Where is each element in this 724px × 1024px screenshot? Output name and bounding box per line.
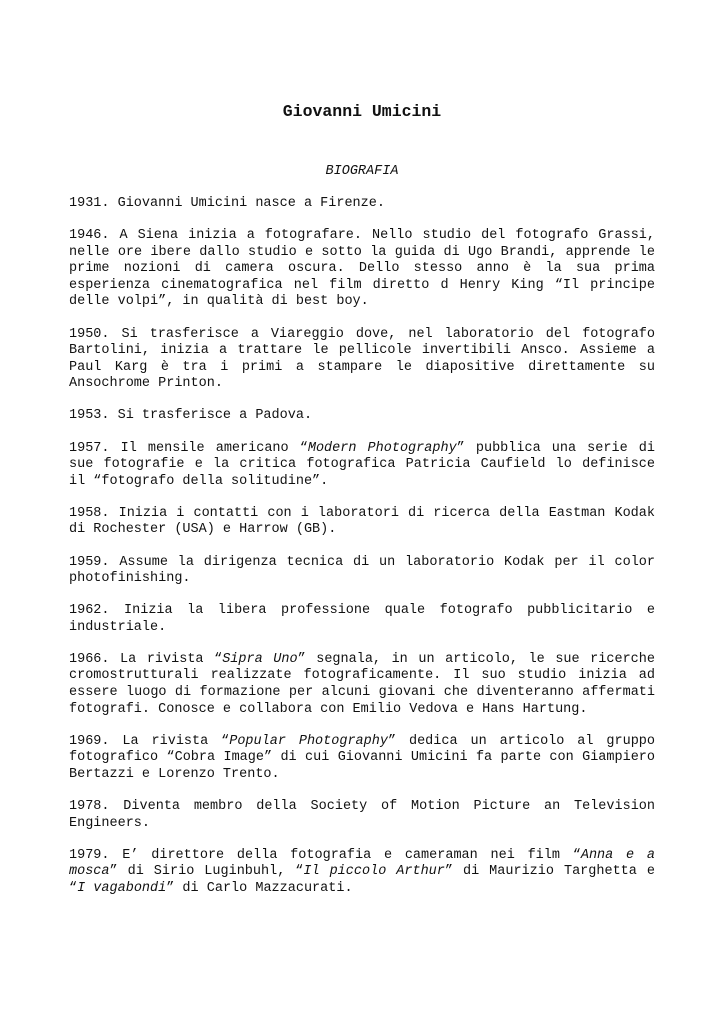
biography-entry-1931 — [69, 196, 655, 213]
entry-text: 1953. Si trasferisce a Padova. — [69, 408, 313, 424]
entry-text: ” dedica un articolo al gruppo fotografico “Cobra Image” di cui Giovanni Umicini fa parte con Giampiero Bertazzi e Lorenzo Trento. — [69, 733, 656, 782]
entry-text: 1978. Diventa membro della Society of Motion Picture an Television Engineers. — [69, 799, 655, 831]
entry-text: 1966. La rivista “ — [69, 651, 223, 667]
entry-italic-title: Il piccolo Arthur — [303, 864, 445, 880]
document-title: Giovanni Umicini — [282, 102, 442, 121]
entry-italic-title: Popular Photography — [229, 733, 388, 749]
entry-italic-title: Modern Photography — [307, 440, 457, 456]
entry-text: 1950. Si trasferisce a Viareggio dove, nel laboratorio del fotografo Bartolini, inizia a trattare le pellicole invertibili Ansco. Assieme a Paul Karg è tra i primi a stampare le diapositive direttamente su Ansochrome Printon. — [69, 326, 655, 392]
entry-italic-title: I vagabondi — [77, 880, 167, 896]
entry-italic-title: Anna e a mosca — [69, 847, 655, 880]
entry-text: ” di Maurizio Targhetta e “ — [69, 864, 655, 896]
biography-entry-1950 — [69, 327, 655, 393]
entry-text: 1969. La rivista “ — [69, 733, 230, 749]
biography-entry-1962 — [69, 603, 655, 636]
entry-text: 1979. E’ direttore della fotografia e cameraman nei film “ — [69, 847, 581, 863]
entry-text: ” di Carlo Mazzacurati. — [166, 880, 353, 896]
biography-entry-1958 — [69, 506, 655, 539]
biography-entry-1957 — [69, 441, 655, 491]
entry-text: ” pubblica una serie di sue fotografie e la critica fotografica Patricia Caufield lo definisce il “fotografo della solitudine”. — [69, 440, 655, 489]
entry-text: ” di Sirio Luginbuhl, “ — [109, 864, 304, 880]
entry-text: ” segnala, in un articolo, le sue ricerche cromostrutturali realizzate fotograficamente. Il suo studio inizia ad essere luogo di formazione per alcuni giovani che diventeranno affermati fotografi. Conosce e collabora con Emilio Vedova e Hans Hartung. — [69, 651, 655, 717]
biography-entry-1979 — [69, 848, 655, 898]
biography-entry-1946 — [69, 228, 655, 311]
biography-entry-1959 — [69, 555, 655, 588]
entry-italic-title: Sipra Uno — [222, 651, 298, 667]
biography-entry-1966 — [69, 652, 655, 718]
entry-text: 1958. Inizia i contatti con i laboratori di ricerca della Eastman Kodak di Rochester (USA) e Harrow (GB). — [69, 505, 655, 538]
section-heading: BIOGRAFIA — [325, 164, 399, 179]
entry-text: 1959. Assume la dirigenza tecnica di un laboratorio Kodak per il color photofinishing. — [69, 554, 655, 587]
biography-entry-1969 — [69, 734, 655, 784]
entry-text: 1962. Inizia la libera professione quale fotografo pubblicitario e industriale. — [69, 603, 655, 635]
biography-entries — [69, 196, 655, 913]
entry-text: 1946. A Siena inizia a fotografare. Nello studio del fotografo Grassi, nelle ore ibere dallo studio e sotto la guida di Ugo Brandi, apprende le prime nozioni di camera oscura. Dello stesso anno è la sua prima esperienza cinematografica nel film diretto d Henry King “Il principe delle volpi”, in qualità di best boy. — [69, 228, 655, 310]
entry-text: 1957. Il mensile americano “ — [69, 440, 308, 456]
biography-entry-1953 — [69, 408, 655, 425]
biography-entry-1978 — [69, 799, 655, 832]
entry-text: 1931. Giovanni Umicini nasce a Firenze. — [69, 196, 385, 211]
